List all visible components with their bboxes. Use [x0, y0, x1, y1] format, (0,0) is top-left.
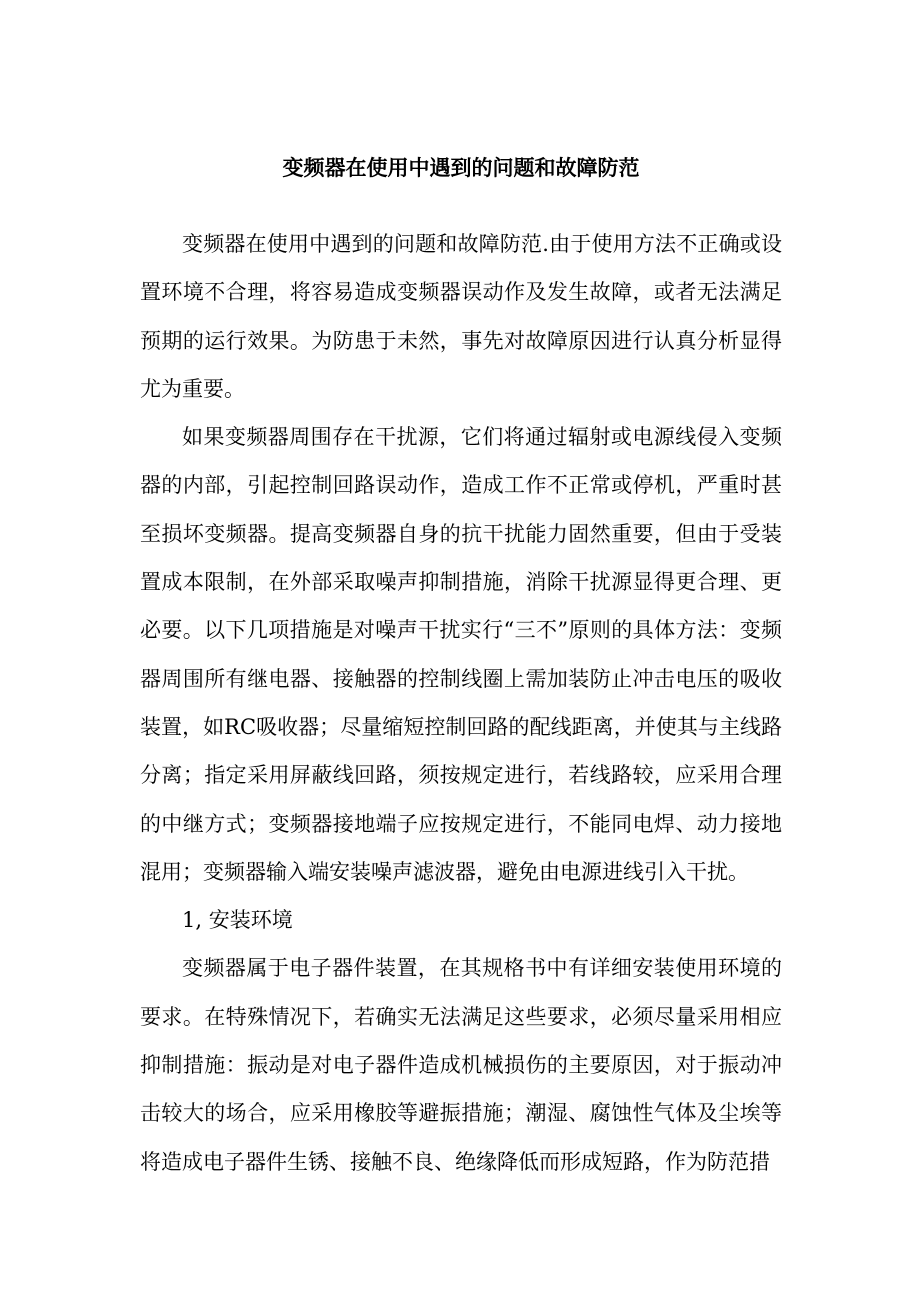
document-title: 变频器在使用中遇到的问题和故障防范: [282, 155, 640, 180]
intro-paragraph: 变频器在使用中遇到的问题和故障防范.由于使用方法不正确或设置环境不合理，将容易造成变频器误动作及发生故障，或者无法满足预期的运行效果。为防患于未然，事先对故障原因进行认真分析显得尤为重要。: [140, 232, 782, 401]
environment-paragraph: 变频器属于电子器件装置，在其规格书中有详细安装使用环境的要求。在特殊情况下，若确实无法满足这些要求，必须尽量采用相应抑制措施：振动是对电子器件造成机械损伤的主要原因，对于振动冲击较大的场合，应采用橡胶等避振措施；潮湿、腐蚀性气体及尘埃等将造成电子器件生锈、接触不良、绝缘降低而形成短路，作为防范措: [140, 956, 782, 1174]
interference-paragraph: 如果变频器周围存在干扰源，它们将通过辐射或电源线侵入变频器的内部，引起控制回路误动作，造成工作不正常或停机，严重时甚至损坏变频器。提高变频器自身的抗干扰能力固然重要，但由于受装置成本限制，在外部采取噪声抑制措施，消除干扰源显得更合理、更必要。以下几项措施是对噪声干扰实行“三不”原则的具体方法：变频器周围所有继电器、接触器的控制线圈上需加装防止冲击电压的吸收装置，如RC吸收器；尽量缩短控制回路的配线距离，并使其与主线路分离；指定采用屏蔽线回路，须按规定进行，若线路较，应采用合理的中继方式；变频器接地端子应按规定进行，不能同电焊、动力接地混用；变频器输入端安装噪声滤波器，避免由电源进线引入干扰。: [140, 425, 782, 884]
section-heading: 1, 安装环境: [182, 908, 293, 933]
document-page: [140, 142, 782, 1186]
